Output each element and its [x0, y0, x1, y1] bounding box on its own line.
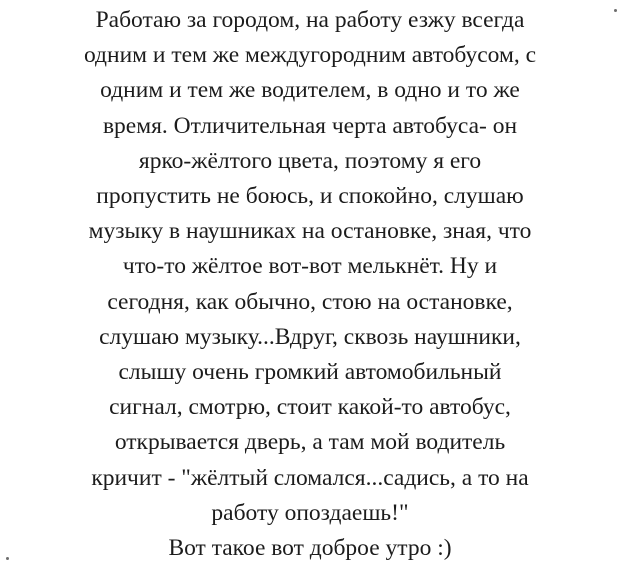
text-line: открывается дверь, а там мой водитель	[114, 429, 506, 456]
text-line: кричит - "жёлтый сломался...садись, а то на	[91, 464, 529, 491]
text-line: одним и тем же междугородним автобусом, с	[83, 42, 537, 69]
story-text	[38, 3, 582, 566]
text-line: слушаю музыку...Вдруг, сквозь наушники,	[99, 323, 521, 350]
closing-line: Вот такое вот доброе утро :)	[168, 535, 452, 562]
corner-dot	[6, 557, 9, 560]
text-line: что-то жёлтое вот-вот мелькнёт. Ну и	[122, 253, 498, 280]
text-line: Работаю за городом, на работу езжу всегда	[95, 7, 525, 33]
text-line: сигнал, смотрю, стоит какой-то автобус,	[109, 394, 511, 421]
text-line: сегодня, как обычно, стою на остановке,	[107, 288, 513, 315]
text-line: слышу очень громкий автомобильный	[118, 359, 502, 386]
text-line: работу опоздаешь!"	[211, 499, 409, 526]
text-line: время. Отличительная черта автобуса- он	[102, 112, 518, 139]
text-line: ярко-жёлтого цвета, поэтому я его	[138, 147, 482, 174]
text-line: пропустить не боюсь, и спокойно, слушаю	[96, 183, 524, 210]
text-line: одним и тем же водителем, в одно и то же	[100, 77, 520, 104]
corner-dot	[614, 9, 617, 12]
text-line: музыку в наушниках на остановке, зная, что	[88, 218, 532, 245]
